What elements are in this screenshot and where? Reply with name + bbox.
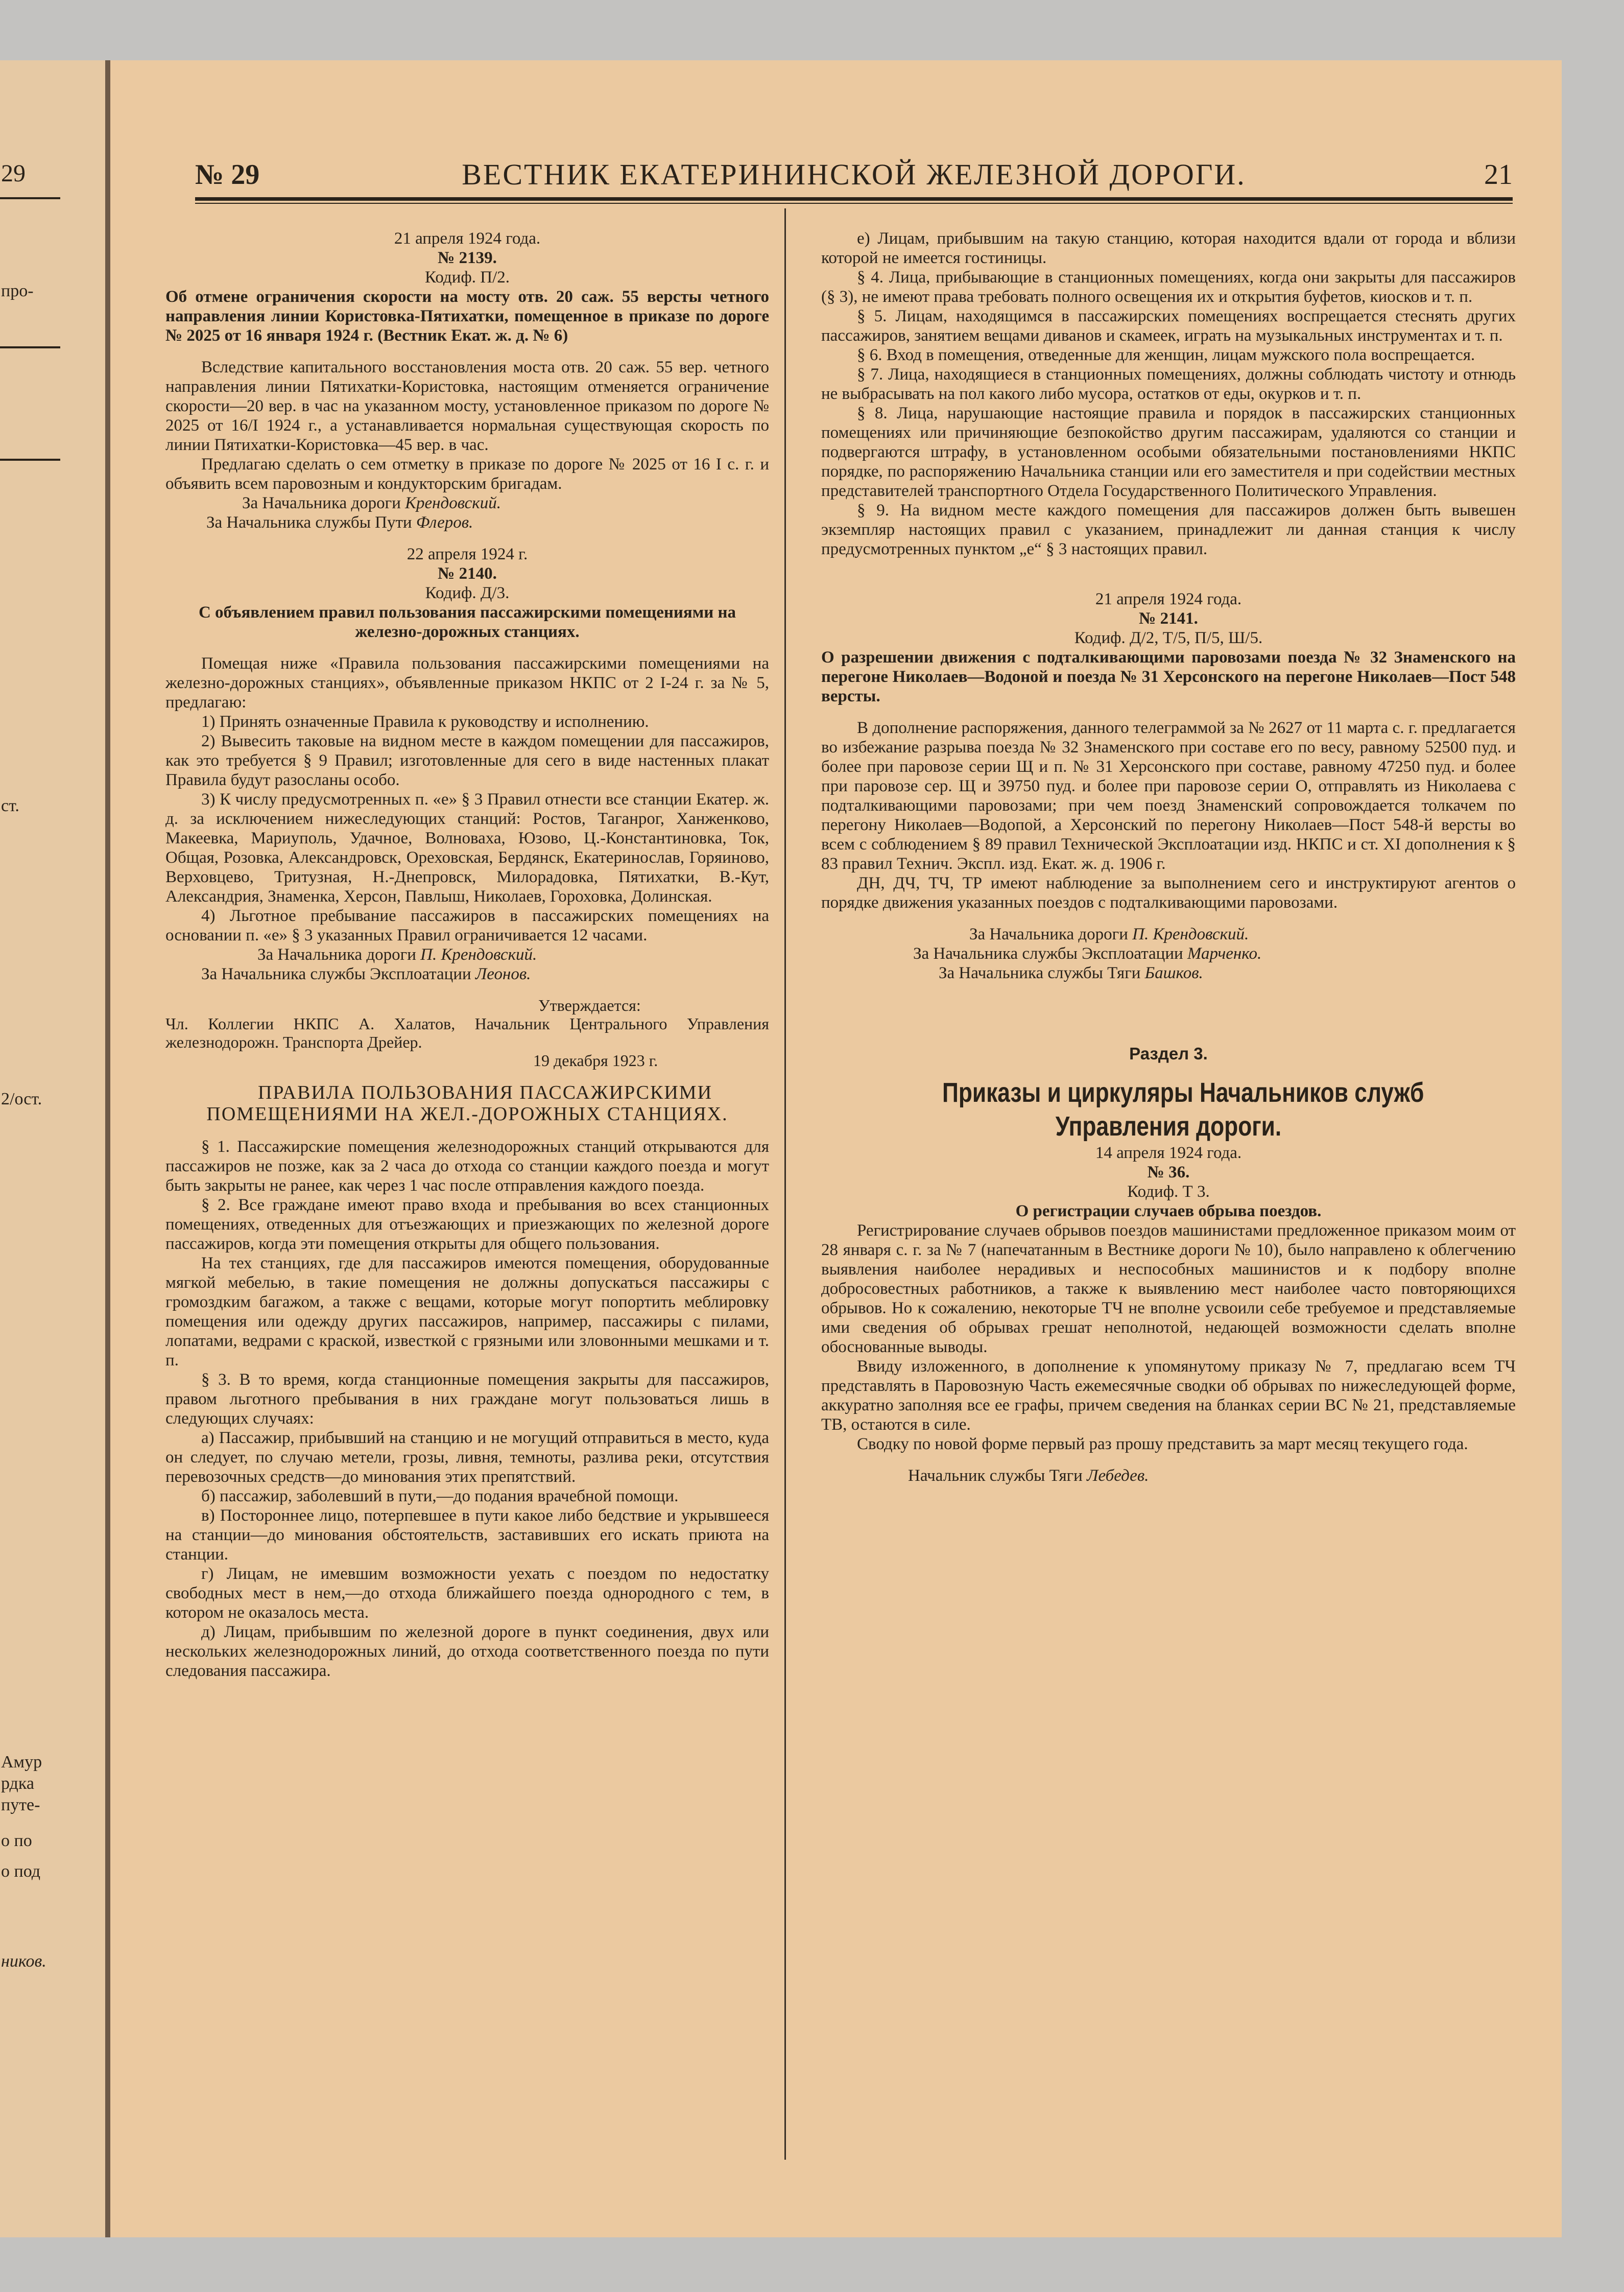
order-number: № 2139. (438, 249, 497, 267)
approval-label: Утверждается: (538, 996, 641, 1014)
newspaper-title: ВЕСТНИК ЕКАТЕРИНИНСКОЙ ЖЕЛЕЗНОЙ ДОРОГИ. (462, 158, 1246, 191)
signature-line (908, 1466, 1516, 1485)
order-item: 4) Льготное пребывание пассажиров в пассажирских помещениях на основании п. «е» § 3 указанных Правил ограничивается 12 часами. (165, 907, 769, 944)
prev-page-fragment: ников. (1, 1952, 46, 1971)
issue-number: № 29 (195, 159, 260, 191)
order-title: О разрешении движения с подталкивающими паровозами поезда № 32 Знаменского на перегоне Николаев—Водоной и поезда № 31 Херсонского на перегоне Николаев—Пост 548 версты. (821, 648, 1516, 705)
rules-paragraph: а) Пассажир, прибывший на станцию и не могущий отправиться в место, куда он следует, по случаю метели, грозы, ливня, темноты, разлива реки, отсутствия перевозочных средств—до минования этих препятствий. (165, 1429, 769, 1486)
signature-line (201, 964, 769, 984)
prev-page-number: 29 (1, 160, 26, 187)
prev-page-rule (0, 346, 60, 348)
column-divider (784, 208, 786, 2160)
prev-page-fragment: рдка (1, 1774, 34, 1793)
signature-line (969, 925, 1516, 944)
order-date: 22 апреля 1924 г. (407, 545, 528, 563)
page-header (195, 160, 1513, 189)
rules-paragraph: д) Лицам, прибывшим по железной дороге в пункт соединения, двух или нескольких железнодорожных линий, до отхода соответственного поезда по пути следования пассажира. (165, 1623, 769, 1680)
approval-date: 19 декабря 1923 г. (533, 1051, 658, 1070)
rules-paragraph: § 1. Пассажирские помещения железнодорожных станций открываются для пассажиров не позже, как за 2 часа до отхода со станции каждого поезда и могут быть закрыты не ранее, как через 1 час после отправления каждого поезда. (165, 1138, 769, 1195)
rules-paragraph: § 5. Лицам, находящимся в пассажирских помещениях воспрещается стеснять других пассажиров, занятием вещами диванов и скамеек, играть на музыкальных инструментах и т. п. (821, 307, 1516, 345)
order-date: 21 апреля 1924 года. (394, 229, 541, 248)
signature-line (242, 493, 769, 513)
order-paragraph: Регистрирование случаев обрывов поездов машинистами предложенное приказом моим от 28 января с. г. за № 7 (напечатанным в Вестнике дороги № 10), было направлено к облегчению выявления наиболее нерадивых и неспособных машинистов и к подбору вполне добросовестных работников, а также к выявлению мест наиболее часто повторяющихся обрывов. Но к сожалению, некоторые ТЧ не вполне усвоили себе требуемое и представляемые ими сведения об обрывах грешат неполнотой, недающей возможности сделать вполне обоснованные выводы. (821, 1221, 1516, 1356)
signature-name: Крендовский. (405, 494, 501, 512)
rules-paragraph: § 4. Лица, прибывающие в станционных помещениях, когда они закрыты для пассажиров (§ 3), не имеют права требовать полного освещения их и открытия буфетов, киосков и т. п. (821, 268, 1516, 306)
order-paragraph: ДН, ДЧ, ТЧ, ТР имеют наблюдение за выполнением сего и инструктируют агентов о порядке движения указанных поездов с подталкивающими паровозами. (821, 874, 1516, 912)
right-column (821, 229, 1516, 1485)
rules-paragraph: § 7. Лица, находящиеся в станционных помещениях, должны соблюдать чистоту и отнюдь не выбрасывать на пол какого либо мусора, остатков от еды, окурков и т. п. (821, 365, 1516, 403)
prev-page-fragment: Амур (1, 1753, 42, 1771)
section-title: Приказы и циркуляры Начальников служб Управления дороги. (942, 1077, 1424, 1142)
order-paragraph: Сводку по новой форме первый раз прошу представить за март месяц текущего года. (857, 1435, 1468, 1453)
rules-paragraph: е) Лицам, прибывшим на такую станцию, которая находится вдали от города и вблизи которой не имеется гостиницы. (821, 229, 1516, 267)
order-title: Об отмене ограничения скорости на мосту отв. 20 саж. 55 версты четного направления линии Користовка-Пятихатки, помещенное в приказе по дороге № 2025 от 16 января 1924 г. (Вестник Екат. ж. д. № 6) (165, 288, 769, 345)
newspaper-page (110, 60, 1562, 2237)
signature-line (257, 945, 769, 964)
order-code: Кодиф. Д/2, Т/5, П/5, Ш/5. (1074, 629, 1263, 647)
rules-paragraph: На тех станциях, где для пассажиров имеются помещения, оборудованные мягкой мебелью, в такие помещения не должны допускаться пассажиры с громоздким багажом, а также с вещами, которые могут попортить меблировку помещения или одежду других пассажиров, например, пассажиры с пилами, лопатами, ведрами с краской, известкой с грязными или зловонными мешками и т. п. (165, 1254, 769, 1369)
order-number: № 36. (1147, 1163, 1190, 1182)
order-title: С объявлением правил пользования пассажирскими помещениями на железно-дорожных станциях. (198, 603, 736, 641)
signature-line (206, 513, 769, 532)
rules-paragraph: § 8. Лица, нарушающие настоящие правила и порядок в пассажирских станционных помещениях или причиняющие безпокойство другим пассажирам, удаляются со станции и подвергаются штрафу, в установленном особыми обязательными постановлениями НКПС порядке, по распоряжению Начальника станции или его заместителя и при содействии местных представителей транспортного Отдела Государственного Политического Управления. (821, 404, 1516, 500)
prev-page-fragment: путе- (1, 1795, 40, 1814)
rules-paragraph: в) Постороннее лицо, потерпевшее в пути какое либо бедствие и укрывшееся на станции—до минования обстоятельств, заставивших его искать приюта на станции. (165, 1506, 769, 1564)
signature-name: Флеров. (416, 513, 473, 532)
signature-role: За Начальника дороги (257, 946, 416, 964)
order-paragraph: В дополнение распоряжения, данного телеграммой за № 2627 от 11 марта с. г. предлагается во избежание разрыва поезда № 32 Знаменского при составе его по весу, равному 52500 пуд. и более при паровозе серии Щ и п. № 31 Херсонского при составе, равному 47250 пуд. и более при паровозе сер. Щ и 39750 пуд. и более при паровозе серии О, отправлять из Николаева с подталкивающими паровозами; при чем поезд Знаменский сопровождается толкачем по перегону Николаев—Водопой, а Херсонский по перегону Николаев—Пост 548-й версты во всем с соблюдением § 89 правил Технической Эксплоатации изд. НКПС и ст. XI дополнения к § 83 правил Технич. Экспл. изд. Екат. ж. д. 1906 г. (821, 719, 1516, 873)
order-paragraph: Ввиду изложенного, в дополнение к упомянутому приказу № 7, предлагаю всем ТЧ представлять в Паровозную Часть ежемесячные сводки об обрывах по нижеследующей форме, аккуратно заполняя все ее графы, причем сведения на бланках серии ВС № 21, представляемые ТВ, остаются в силе. (821, 1357, 1516, 1434)
order-item: 1) Принять означенные Правила к руководству и исполнению. (201, 713, 649, 731)
order-paragraph: Помещая ниже «Правила пользования пассажирскими помещениями на железно-дорожных станциях», объявленные приказом НКПС от 2 I-24 г. за № 5, предлагаю: (165, 654, 769, 712)
order-paragraph: Вследствие капитального восстановления моста отв. 20 саж. 55 вер. четного направления линии Пятихатки-Користовка, настоящим отменяется ограничение скорости—20 вер. в час на указанном мосту, установленное приказом по дороге № 2025 от 16/I 1924 г., а устанавливается нормальная существующая скорость по линии Пятихатки-Користовка—45 вер. в час. (165, 358, 769, 454)
page-number: 21 (1484, 159, 1513, 191)
signature-line (913, 944, 1516, 963)
order-number: № 2141. (1139, 609, 1198, 628)
order-code: Кодиф. П/2. (425, 268, 510, 287)
left-column (165, 229, 769, 1681)
rules-paragraph: § 3. В то время, когда станционные помещения закрыты для пассажиров, правом льготного пребывания в них граждане могут пользоваться лишь в следующих случаях: (165, 1371, 769, 1428)
page-gutter (105, 60, 110, 2237)
signature-role: За Начальника службы Эксплоатации (201, 965, 471, 983)
signature-name: Лебедев. (1087, 1467, 1149, 1485)
order-paragraph: Предлагаю сделать о сем отметку в приказе по дороге № 2025 от 16 I с. г. и объявить всем паровозным и кондукторским бригадам. (165, 455, 769, 493)
signature-role: Начальник службы Тяги (908, 1467, 1083, 1485)
order-date: 14 апреля 1924 года. (1095, 1144, 1242, 1162)
prev-page-fragment: ст. (1, 796, 19, 815)
order-number: № 2140. (438, 564, 497, 583)
approval-signatory: Чл. Коллегии НКПС А. Халатов, Начальник Центрального Управления железнодорожн. Транспорта Дрейер. (165, 1014, 769, 1051)
signature-name: П. Крендовский. (420, 946, 537, 964)
signature-name: Марченко. (1187, 944, 1262, 963)
signature-name: Леонов. (475, 965, 531, 983)
signature-role: За Начальника службы Пути (206, 513, 412, 532)
order-code: Кодиф. Т 3. (1127, 1183, 1210, 1201)
rules-paragraph: § 6. Вход в помещения, отведенные для женщин, лицам мужского пола воспрещается. (857, 346, 1475, 364)
prev-page-fragment: о под (1, 1862, 41, 1881)
header-rule (195, 197, 1513, 204)
order-date: 21 апреля 1924 года. (1095, 590, 1242, 608)
order-code: Кодиф. Д/3. (425, 584, 510, 602)
previous-page-strip (0, 60, 108, 2237)
signature-role: За Начальника службы Эксплоатации (913, 944, 1183, 963)
order-title: О регистрации случаев обрыва поездов. (1015, 1202, 1322, 1220)
signature-role: За Начальника службы Тяги (939, 964, 1141, 982)
signature-role: За Начальника дороги (242, 494, 401, 512)
prev-page-rule (0, 459, 60, 461)
rules-paragraph: б) пассажир, заболевший в пути,—до подания врачебной помощи. (201, 1487, 679, 1505)
signature-name: Башков. (1144, 964, 1203, 982)
prev-page-fragment: про- (1, 281, 34, 300)
signature-name: П. Крендовский. (1132, 925, 1249, 943)
signature-line (939, 963, 1516, 983)
rules-paragraph: § 2. Все граждане имеют право входа и пребывания во всех станционных помещениях, отведенных для отъезжающих и приезжающих по железной дороге пассажиров, когда эти помещения открыты для общего пользования. (165, 1196, 769, 1253)
prev-page-fragment: 2/ост. (1, 1090, 42, 1108)
order-item: 3) К числу предусмотренных п. «е» § 3 Правил отнести все станции Екатер. ж. д. за исключением нижеследующих станций: Ростов, Таганрог, Ханженково, Макеевка, Мариуполь, Удачное, Волноваха, Юзово, Ц.-Константиновка, Ток, Общая, Розовка, Александровск, Ореховская, Бердянск, Екатеринослав, Горяиново, Верховцево, Тритузная, Н.-Днепровск, Милорадовка, Пятихатки, В.-Кут, Александрия, Знаменка, Херсон, Павлыш, Николаев, Гороховка, Долинская. (165, 790, 769, 906)
rules-paragraph: г) Лицам, не имевшим возможности уехать с поездом по недостатку свободных мест в нем,—до отхода ближайшего поезда однородного с тем, в котором не оказалось места. (165, 1565, 769, 1622)
section-label: Раздел 3. (1129, 1044, 1208, 1063)
rules-heading: ПРАВИЛА ПОЛЬЗОВАНИЯ ПАССАЖИРСКИМИ ПОМЕЩЕНИЯМИ НА ЖЕЛ.-ДОРОЖНЫХ СТАНЦИЯХ. (206, 1082, 728, 1125)
prev-page-rule (0, 197, 60, 199)
rules-paragraph: § 9. На видном месте каждого помещения для пассажиров должен быть вывешен экземпляр настоящих правил с указанием, принадлежит ли данная станция к числу предусмотренных пунктом „е“ § 3 настоящих правил. (821, 501, 1516, 558)
signature-role: За Начальника дороги (969, 925, 1128, 943)
prev-page-fragment: о по (1, 1831, 32, 1850)
order-item: 2) Вывесить таковые на видном месте в каждом помещении для пассажиров, как это требуется § 9 Правил; изготовленные для сего в виде настенных плакат Правила будут разосланы особо. (165, 732, 769, 789)
